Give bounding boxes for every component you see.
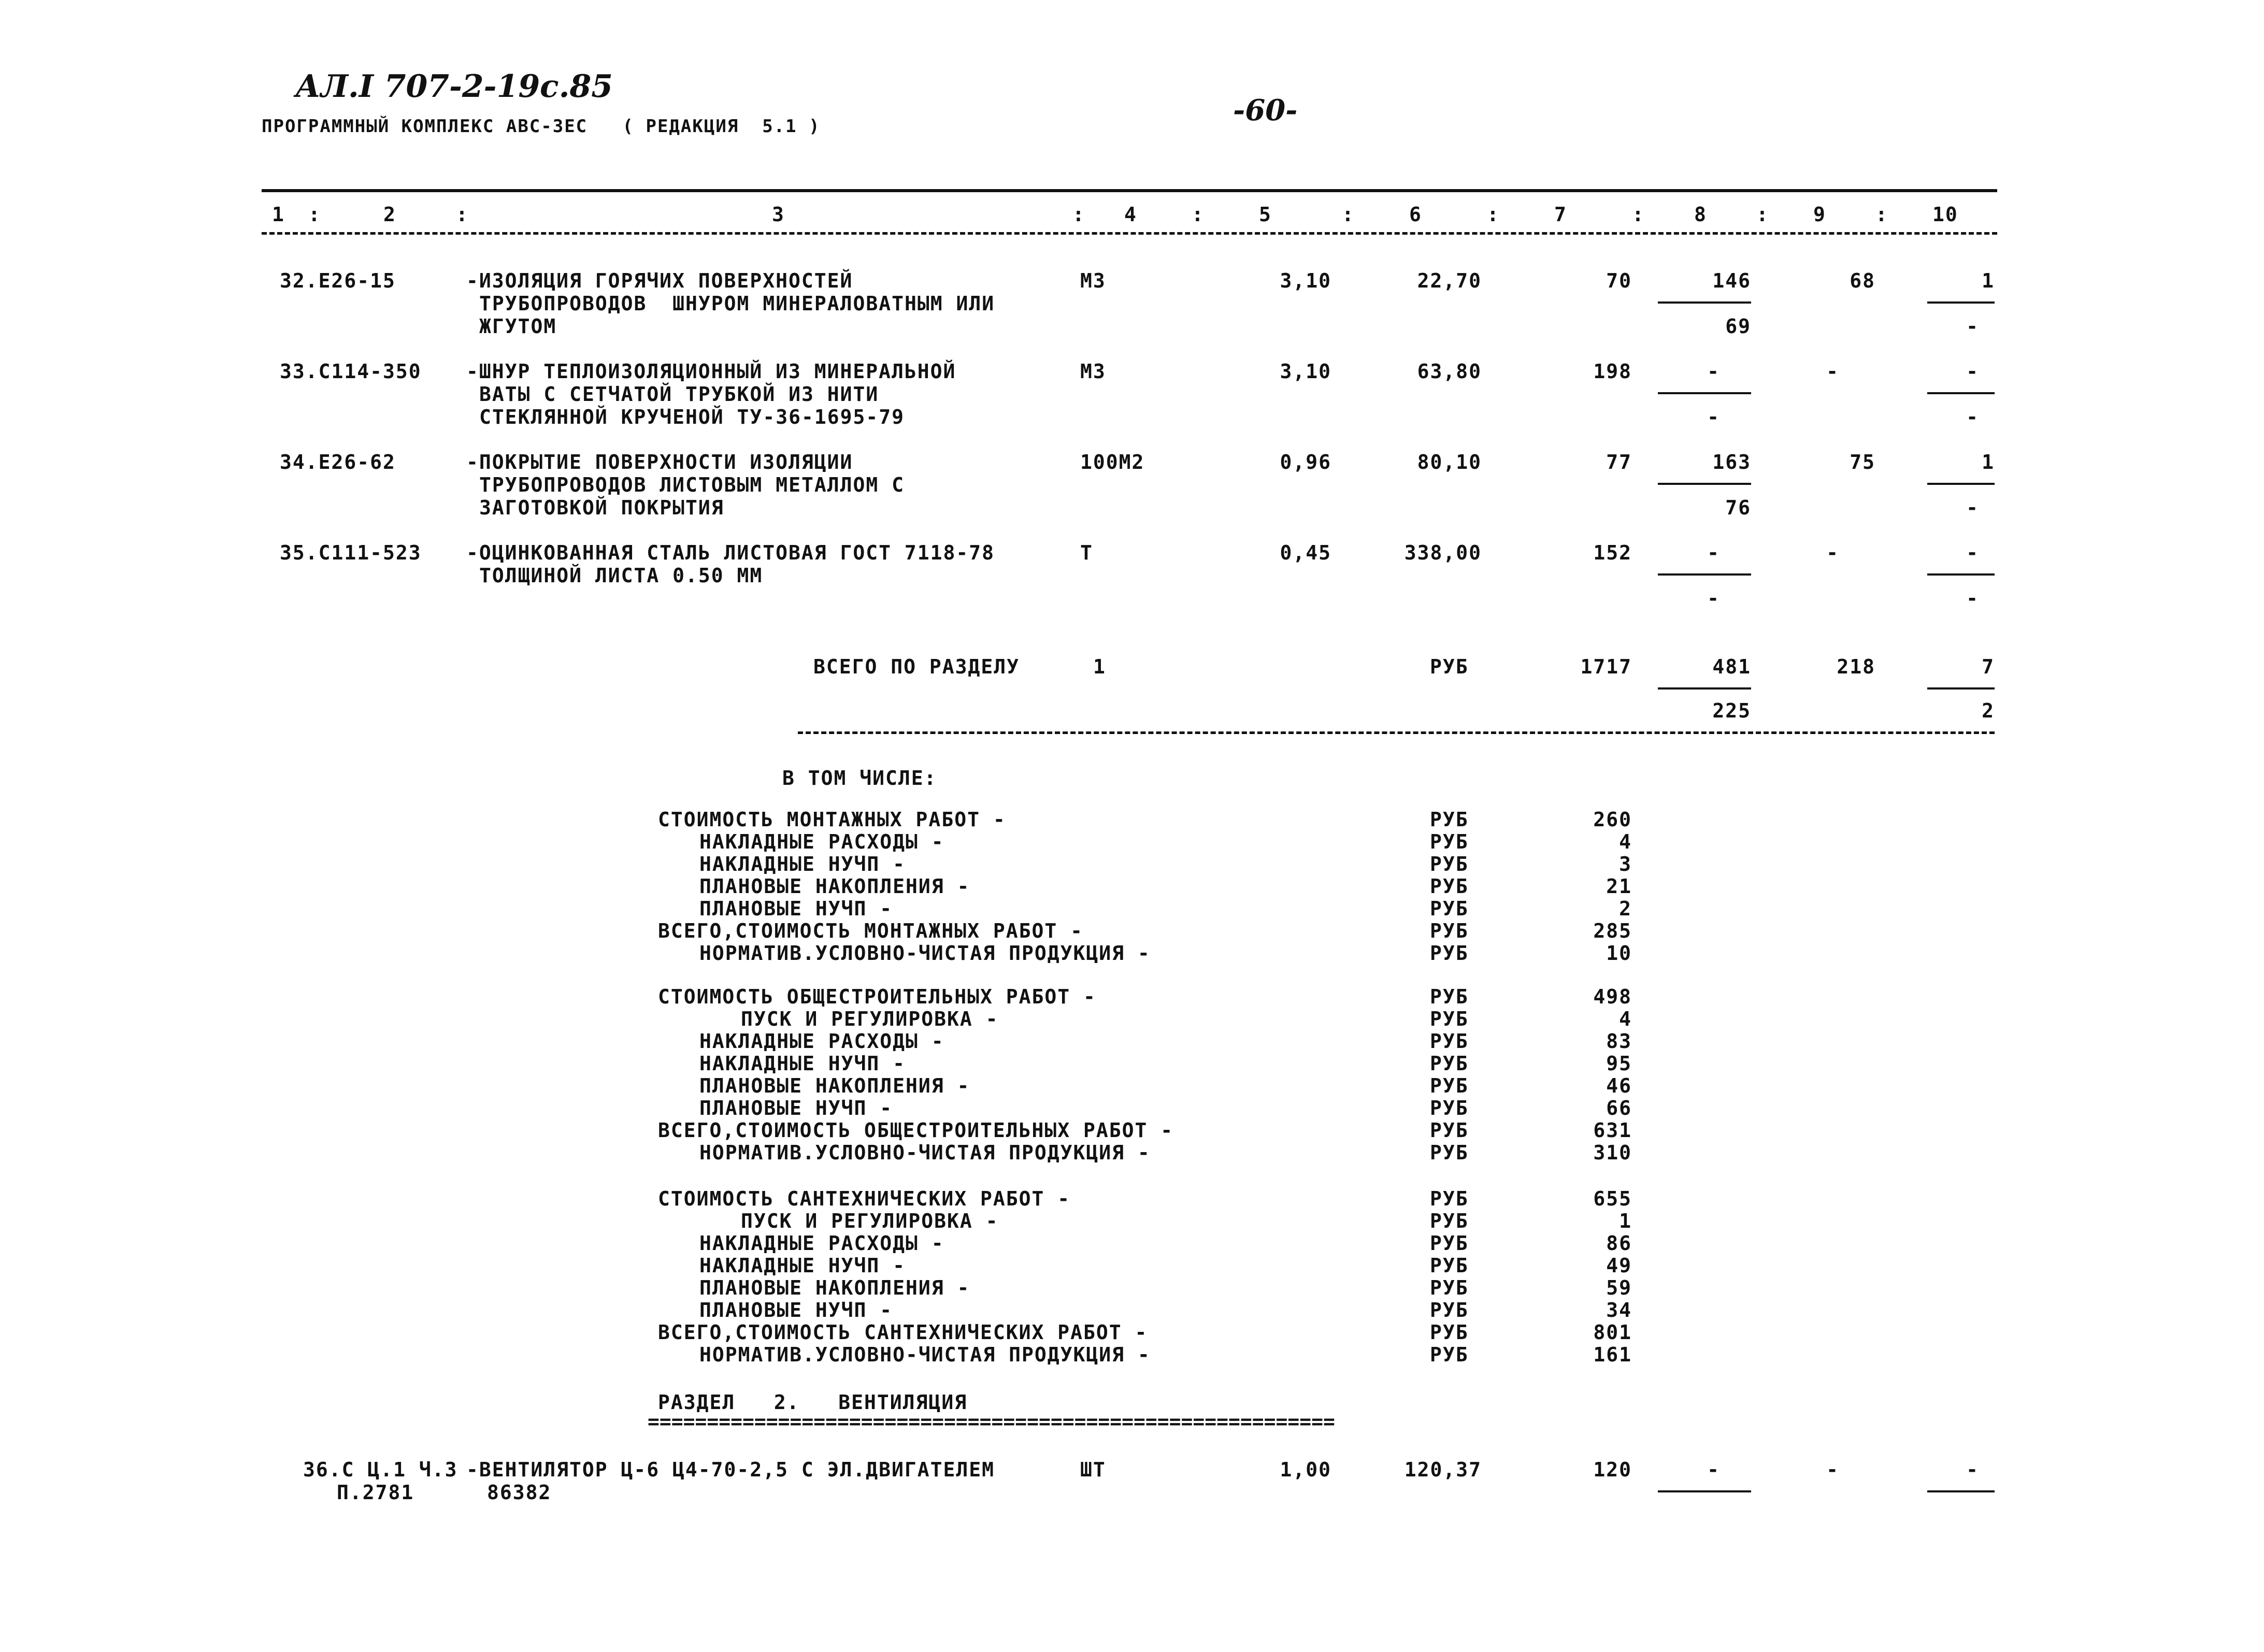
item-number: 34.Е26-62 [280,451,396,473]
item-total: 120 [1593,1458,1632,1481]
item-description-line: -ШНУР ТЕПЛОИЗОЛЯЦИОННЫЙ ИЗ МИНЕРАЛЬНОЙ [466,360,956,383]
summary-label: ВСЕГО,СТОИМОСТЬ САНТЕХНИЧЕСКИХ РАБОТ - [658,1321,1148,1344]
item-col8: 146 [1712,269,1751,292]
section-total-col10-sub: 2 [1982,699,1995,722]
item-description-line: -ВЕНТИЛЯТОР Ц-6 Ц4-70-2,5 С ЭЛ.ДВИГАТЕЛЕМ [466,1458,995,1481]
section-total-label: ВСЕГО ПО РАЗДЕЛУ [813,655,1020,678]
summary-label: ВСЕГО,СТОИМОСТЬ ОБЩЕСТРОИТЕЛЬНЫХ РАБОТ - [658,1119,1174,1142]
item-price: 120,37 [1404,1458,1482,1481]
summary-value: 655 [1593,1187,1632,1210]
cell-divider [1658,573,1751,576]
cell-divider [1927,1490,1995,1492]
item-col10: 1 [1982,451,1995,473]
item-col9: 75 [1850,451,1875,473]
summary-value: 1 [1619,1210,1632,1232]
item-col10: 1 [1982,269,1995,292]
col-header-2: 2 [383,203,396,226]
summary-value: 801 [1593,1321,1632,1344]
summary-value: 59 [1606,1276,1632,1299]
item-col9: 68 [1850,269,1875,292]
summary-label: НОРМАТИВ.УСЛОВНО-ЧИСТАЯ ПРОДУКЦИЯ - [699,942,1151,965]
summary-value: 95 [1606,1052,1632,1075]
program-line: ПРОГРАММНЫЙ КОМПЛЕКС АВС-3ЕС ( РЕДАКЦИЯ 5.1 ) [262,116,821,137]
header-bottom-rule [262,232,1997,235]
summary-label: ПЛАНОВЫЕ НУЧП - [699,1097,893,1119]
item-col10-sub: - [1966,496,1979,519]
item-price: 22,70 [1417,269,1482,292]
summary-unit: РУБ [1430,1141,1469,1164]
summary-value: 2 [1619,897,1632,920]
item-description-line: ТРУБОПРОВОДОВ ЛИСТОВЫМ МЕТАЛЛОМ С [479,473,905,496]
cell-divider [1658,483,1751,485]
summary-unit: РУБ [1430,1276,1469,1299]
item-col9: - [1826,1458,1839,1481]
item-description-line: ЗАГОТОВКОЙ ПОКРЫТИЯ [479,496,724,519]
col-separator: : [1756,203,1769,226]
col-separator: : [308,203,321,226]
item-col8: - [1707,541,1720,564]
item-qty: 3,10 [1280,360,1331,383]
summary-unit: РУБ [1430,920,1469,942]
item-description-line: ТОЛЩИНОЙ ЛИСТА 0.50 ММ [479,564,763,587]
summary-value: 260 [1593,808,1632,831]
item-description-line: ТРУБОПРОВОДОВ ШНУРОМ МИНЕРАЛОВАТНЫМ ИЛИ [479,292,995,315]
summary-label: ПЛАНОВЫЕ НАКОПЛЕНИЯ - [699,875,970,898]
item-description-line: -ИЗОЛЯЦИЯ ГОРЯЧИХ ПОВЕРХНОСТЕЙ [466,269,853,292]
item-col8: - [1707,1458,1720,1481]
cell-divider [1927,301,1995,304]
item-col8: - [1707,360,1720,383]
summary-unit: РУБ [1430,1299,1469,1321]
summary-label: НАКЛАДНЫЕ НУЧП - [699,1052,906,1075]
summary-value: 4 [1619,1008,1632,1030]
summary-value: 3 [1619,853,1632,875]
item-total: 77 [1606,451,1632,473]
item-qty: 3,10 [1280,269,1331,292]
section-total-value: 1717 [1580,655,1632,678]
item-unit: М3 [1080,360,1106,383]
item-col9: - [1826,360,1839,383]
item-total: 198 [1593,360,1632,383]
summary-label: ПЛАНОВЫЕ НАКОПЛЕНИЯ - [699,1276,970,1299]
section-total-col10: 7 [1982,655,1995,678]
item-description-line: ВАТЫ С СЕТЧАТОЙ ТРУБКОЙ ИЗ НИТИ [479,383,879,406]
section-total-unit: РУБ [1430,655,1469,678]
summary-value: 34 [1606,1299,1632,1321]
cell-divider [1927,573,1995,576]
item-description-line: СТЕКЛЯННОЙ КРУЧЕНОЙ ТУ-36-1695-79 [479,406,905,428]
col-header-4: 4 [1124,203,1137,226]
summary-unit: РУБ [1430,1052,1469,1075]
summary-value: 4 [1619,830,1632,853]
cell-divider [1658,392,1751,394]
summary-label: НАКЛАДНЫЕ РАСХОДЫ - [699,1030,944,1053]
col-header-5: 5 [1259,203,1272,226]
col-separator: : [1487,203,1500,226]
summary-unit: РУБ [1430,985,1469,1008]
item-col10: - [1966,360,1979,383]
summary-value: 631 [1593,1119,1632,1142]
cell-divider [1658,301,1751,304]
cell-divider [1927,483,1995,485]
item-col10-sub: - [1966,587,1979,610]
cell-divider [1658,687,1751,689]
summary-label: НАКЛАДНЫЕ НУЧП - [699,853,906,875]
summary-unit: РУБ [1430,1187,1469,1210]
cell-divider [1927,392,1995,394]
summary-label: СТОИМОСТЬ САНТЕХНИЧЕСКИХ РАБОТ - [658,1187,1071,1210]
summary-label: ПЛАНОВЫЕ НАКОПЛЕНИЯ - [699,1074,970,1097]
item-col10-sub: - [1966,406,1979,428]
item-unit: Т [1080,541,1093,564]
col-separator: : [1342,203,1355,226]
summary-label: СТОИМОСТЬ ОБЩЕСТРОИТЕЛЬНЫХ РАБОТ - [658,985,1096,1008]
summary-unit: РУБ [1430,1232,1469,1255]
col-header-6: 6 [1409,203,1422,226]
summary-label: НАКЛАДНЫЕ РАСХОДЫ - [699,830,944,853]
summary-value: 310 [1593,1141,1632,1164]
col-header-10: 10 [1932,203,1958,226]
summary-value: 46 [1606,1074,1632,1097]
summary-label: НАКЛАДНЫЕ РАСХОДЫ - [699,1232,944,1255]
item-description-line: 86382 [487,1481,552,1504]
cell-divider [1658,1490,1751,1492]
summary-value: 285 [1593,920,1632,942]
item-number: 32.Е26-15 [280,269,396,292]
summary-value: 66 [1606,1097,1632,1119]
item-qty: 0,45 [1280,541,1331,564]
item-unit: М3 [1080,269,1106,292]
page-number: -60- [1233,93,1298,127]
item-col8-sub: 69 [1725,315,1751,338]
summary-label: ПЛАНОВЫЕ НУЧП - [699,1299,893,1321]
summary-unit: РУБ [1430,808,1469,831]
section-total-col9: 218 [1837,655,1875,678]
item-description-line: -ОЦИНКОВАННАЯ СТАЛЬ ЛИСТОВАЯ ГОСТ 7118-78 [466,541,995,564]
summary-value: 83 [1606,1030,1632,1053]
summary-value: 498 [1593,985,1632,1008]
item-unit: ШТ [1080,1458,1106,1481]
summary-value: 49 [1606,1254,1632,1277]
col-separator: : [1875,203,1888,226]
item-col8-sub: - [1707,406,1720,428]
summary-label: НАКЛАДНЫЕ НУЧП - [699,1254,906,1277]
summary-unit: РУБ [1430,897,1469,920]
section-number: 1 [1093,655,1106,678]
summary-value: 86 [1606,1232,1632,1255]
summary-unit: РУБ [1430,1210,1469,1232]
section-total-rule [798,731,1995,734]
item-col8-sub: - [1707,587,1720,610]
item-number: 35.С111-523 [280,541,422,564]
summary-value: 21 [1606,875,1632,898]
item-col10: - [1966,541,1979,564]
item-price: 338,00 [1404,541,1482,564]
item-description-line: -ПОКРЫТИЕ ПОВЕРХНОСТИ ИЗОЛЯЦИИ [466,451,853,473]
summary-label: НОРМАТИВ.УСЛОВНО-ЧИСТАЯ ПРОДУКЦИЯ - [699,1343,1151,1366]
col-separator: : [1072,203,1085,226]
item-number: 36.С Ц.1 Ч.3 [303,1458,458,1481]
item-col8: 163 [1712,451,1751,473]
item-col10: - [1966,1458,1979,1481]
col-header-7: 7 [1554,203,1567,226]
summary-unit: РУБ [1430,875,1469,898]
section-2-underline: ========================================================== [648,1410,1335,1433]
item-number: 33.С114-350 [280,360,422,383]
header-top-rule [262,189,1997,192]
item-qty: 1,00 [1280,1458,1331,1481]
col-separator: : [1632,203,1645,226]
summary-unit: РУБ [1430,1008,1469,1030]
col-separator: : [456,203,469,226]
summary-label: ПУСК И РЕГУЛИРОВКА - [741,1210,999,1232]
summary-value: 161 [1593,1343,1632,1366]
summary-label: СТОИМОСТЬ МОНТАЖНЫХ РАБОТ - [658,808,1006,831]
summary-label: ПУСК И РЕГУЛИРОВКА - [741,1008,999,1030]
item-number-sub: П.2781 [337,1481,414,1504]
item-col9: - [1826,541,1839,564]
summary-unit: РУБ [1430,1030,1469,1053]
item-col8-sub: 76 [1725,496,1751,519]
col-separator: : [1192,203,1205,226]
item-total: 152 [1593,541,1632,564]
summary-unit: РУБ [1430,942,1469,965]
col-header-9: 9 [1813,203,1826,226]
summary-label: НОРМАТИВ.УСЛОВНО-ЧИСТАЯ ПРОДУКЦИЯ - [699,1141,1151,1164]
item-unit: 100М2 [1080,451,1145,473]
summary-unit: РУБ [1430,1254,1469,1277]
summary-unit: РУБ [1430,1321,1469,1344]
item-total: 70 [1606,269,1632,292]
summary-label: ПЛАНОВЫЕ НУЧП - [699,897,893,920]
summary-unit: РУБ [1430,1097,1469,1119]
item-qty: 0,96 [1280,451,1331,473]
item-col10-sub: - [1966,315,1979,338]
summary-value: 10 [1606,942,1632,965]
col-header-3: 3 [772,203,785,226]
section-total-col8-sub: 225 [1712,699,1751,722]
col-header-8: 8 [1694,203,1707,226]
summary-unit: РУБ [1430,1074,1469,1097]
including-label: В ТОМ ЧИСЛЕ: [782,767,937,789]
cell-divider [1927,687,1995,689]
summary-label: ВСЕГО,СТОИМОСТЬ МОНТАЖНЫХ РАБОТ - [658,920,1083,942]
item-description-line: ЖГУТОМ [479,315,557,338]
section-2-title: РАЗДЕЛ 2. ВЕНТИЛЯЦИЯ [658,1391,968,1414]
item-price: 63,80 [1417,360,1482,383]
handwritten-reference: АЛ.I 707-2-19с.85 [295,68,613,105]
summary-unit: РУБ [1430,1343,1469,1366]
col-header-1: 1 [272,203,285,226]
summary-unit: РУБ [1430,853,1469,875]
section-total-col8: 481 [1712,655,1751,678]
summary-unit: РУБ [1430,1119,1469,1142]
item-price: 80,10 [1417,451,1482,473]
summary-unit: РУБ [1430,830,1469,853]
